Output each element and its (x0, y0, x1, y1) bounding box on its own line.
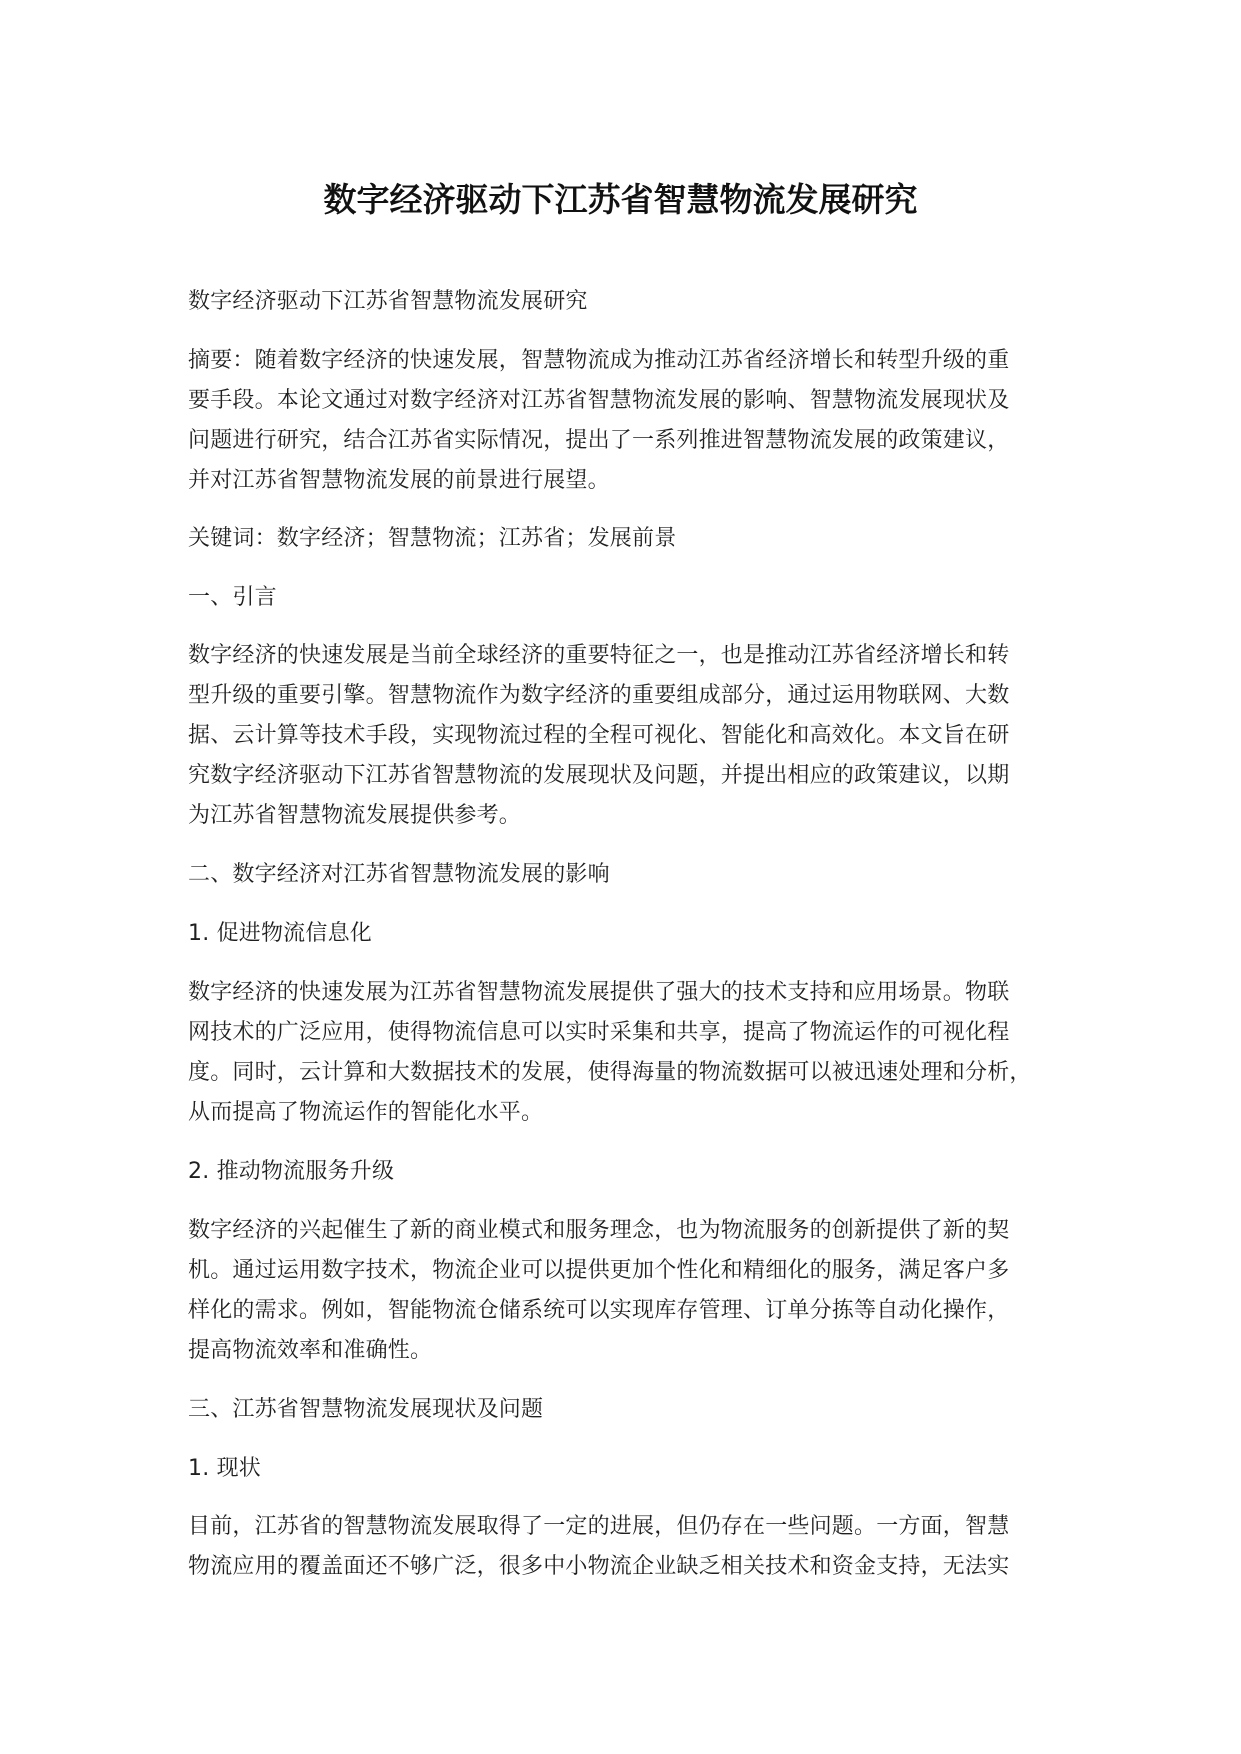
paragraph-line: 数字经济的快速发展是当前全球经济的重要特征之一，也是推动江苏省经济增长和转 (188, 643, 1010, 668)
abstract-line: 并对江苏省智慧物流发展的前景进行展望。 (188, 468, 610, 493)
abstract-paragraph (188, 341, 1068, 501)
paragraph-line: 物流应用的覆盖面还不够广泛，很多中小物流企业缺乏相关技术和资金支持，无法实 (188, 1554, 1010, 1579)
section-heading-impact: 二、数字经济对江苏省智慧物流发展的影响 (188, 862, 610, 887)
paragraph-line: 样化的需求。例如，智能物流仓储系统可以实现库存管理、订单分拣等自动化操作， (188, 1298, 1010, 1323)
subsection-heading-current-status: 1. 现状 (188, 1456, 261, 1481)
informatization-paragraph (188, 973, 1068, 1133)
intro-paragraph (188, 636, 1068, 836)
paragraph-line: 数字经济的兴起催生了新的商业模式和服务理念，也为物流服务的创新提供了新的契 (188, 1218, 1010, 1243)
paragraph-line: 网技术的广泛应用，使得物流信息可以实时采集和共享，提高了物流运作的可视化程 (188, 1020, 1010, 1045)
paragraph-line: 从而提高了物流运作的智能化水平。 (188, 1100, 544, 1125)
paragraph-line: 机。通过运用数字技术，物流企业可以提供更加个性化和精细化的服务，满足客户多 (188, 1258, 1010, 1283)
paragraph-line: 数字经济的快速发展为江苏省智慧物流发展提供了强大的技术支持和应用场景。物联 (188, 980, 1010, 1005)
paragraph-line: 目前，江苏省的智慧物流发展取得了一定的进展，但仍存在一些问题。一方面，智慧 (188, 1514, 1010, 1539)
paragraph-line: 究数字经济驱动下江苏省智慧物流的发展现状及问题，并提出相应的政策建议，以期 (188, 763, 1010, 788)
abstract-line: 要手段。本论文通过对数字经济对江苏省智慧物流发展的影响、智慧物流发展现状及 (188, 388, 1010, 413)
subsection-heading-service-upgrade: 2. 推动物流服务升级 (188, 1159, 395, 1184)
paragraph-line: 型升级的重要引擎。智慧物流作为数字经济的重要组成部分，通过运用物联网、大数 (188, 683, 1010, 708)
current-status-paragraph (188, 1507, 1068, 1587)
paragraph-line: 据、云计算等技术手段，实现物流过程的全程可视化、智能化和高效化。本文旨在研 (188, 723, 1010, 748)
section-heading-intro: 一、引言 (188, 585, 277, 610)
paragraph-line: 为江苏省智慧物流发展提供参考。 (188, 803, 522, 828)
subtitle: 数字经济驱动下江苏省智慧物流发展研究 (188, 289, 588, 314)
keywords: 关键词：数字经济；智慧物流；江苏省；发展前景 (188, 526, 677, 551)
paragraph-line: 度。同时，云计算和大数据技术的发展，使得海量的物流数据可以被迅速处理和分析， (188, 1060, 1032, 1085)
page-title: 数字经济驱动下江苏省智慧物流发展研究 (323, 180, 918, 219)
service-upgrade-paragraph (188, 1211, 1068, 1371)
abstract-line: 问题进行研究，结合江苏省实际情况，提出了一系列推进智慧物流发展的政策建议， (188, 428, 1010, 453)
abstract-line: 摘要：随着数字经济的快速发展，智慧物流成为推动江苏省经济增长和转型升级的重 (188, 348, 1010, 373)
paragraph-line: 提高物流效率和准确性。 (188, 1338, 433, 1363)
subsection-heading-informatization: 1. 促进物流信息化 (188, 921, 372, 946)
section-heading-status: 三、江苏省智慧物流发展现状及问题 (188, 1397, 544, 1422)
